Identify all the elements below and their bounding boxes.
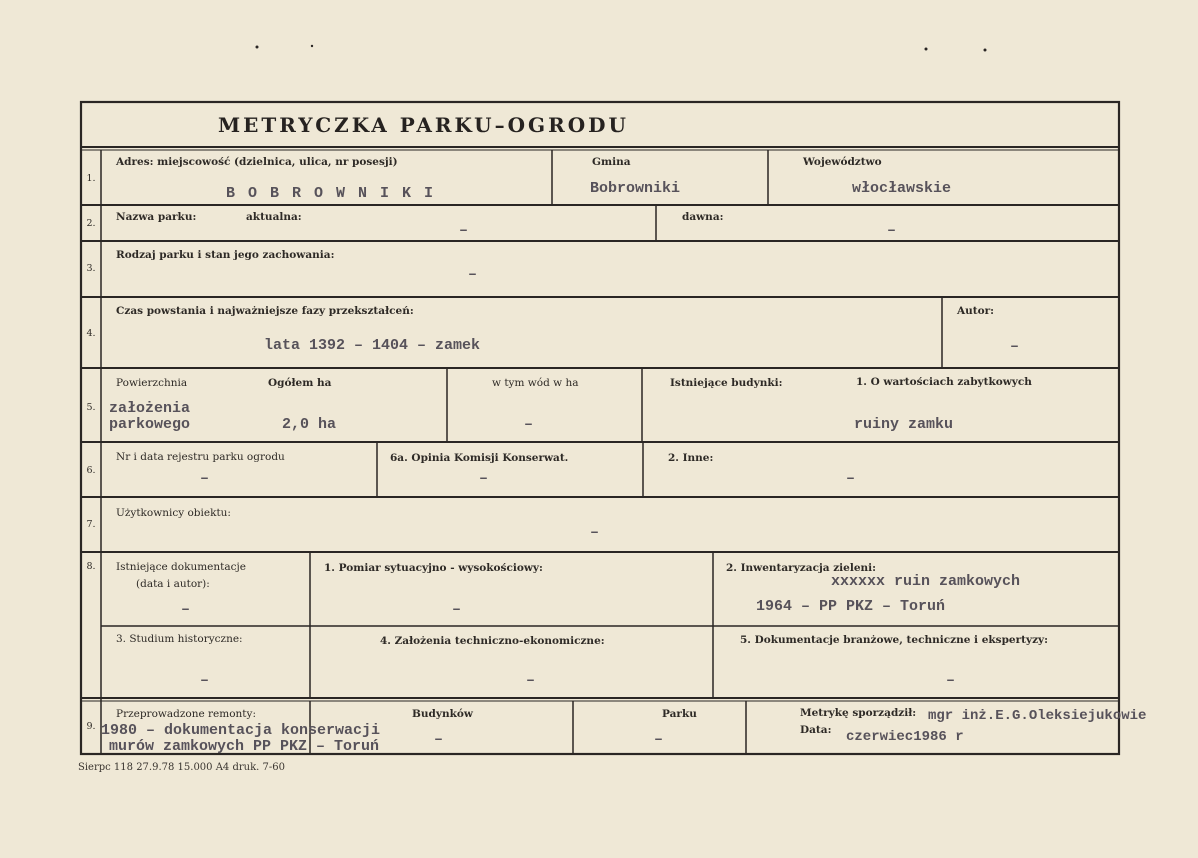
row-number: 6. bbox=[86, 465, 96, 476]
row-number: 1. bbox=[86, 173, 96, 184]
author-label: Autor: bbox=[957, 305, 995, 317]
current-name-label: aktualna: bbox=[246, 211, 302, 223]
row-number: 3. bbox=[86, 263, 96, 274]
conservation-opinion-value: – bbox=[479, 470, 489, 487]
greenery-inventory-value-2: 1964 – PP PKZ – Toruń bbox=[756, 598, 946, 615]
expert-docs-label: 5. Dokumentacje branżowe, techniczne i ekspertyzy: bbox=[740, 634, 1049, 646]
register-value: – bbox=[200, 470, 210, 487]
former-name-value: – bbox=[887, 222, 897, 239]
gmina-value: Bobrowniki bbox=[590, 180, 681, 197]
total-area-label: Ogółem ha bbox=[268, 377, 332, 389]
repairs-value-2: murów zamkowych PP PKZ – Toruń bbox=[109, 738, 380, 755]
users-label: Użytkownicy obiektu: bbox=[116, 507, 231, 519]
greenery-inventory-label: 2. Inwentaryzacja zieleni: bbox=[726, 562, 877, 574]
prepared-by-value: mgr inż.E.G.Oleksiejukowie bbox=[928, 708, 1147, 724]
park-type-value: – bbox=[468, 266, 478, 283]
former-name-label: dawna: bbox=[682, 211, 724, 223]
buildings-label: Istniejące budynki: bbox=[670, 377, 783, 389]
prepared-by-label: Metrykę sporządził: bbox=[800, 707, 917, 719]
gmina-label: Gmina bbox=[592, 156, 631, 168]
date-value: czerwiec1986 r bbox=[846, 729, 964, 745]
area-label: Powierzchnia bbox=[116, 377, 188, 389]
register-label: Nr i data rejestru parku ogrodu bbox=[116, 451, 285, 463]
park-repairs-label: Parku bbox=[662, 708, 697, 720]
heritage-value: ruiny zamku bbox=[854, 416, 954, 433]
area-value-line-2: parkowego bbox=[109, 416, 191, 433]
other-label: 2. Inne: bbox=[668, 452, 714, 464]
total-area-value: 2,0 ha bbox=[282, 416, 337, 433]
row-number: 5. bbox=[86, 402, 96, 413]
repairs-value-1: 1980 – dokumentacja konserwacji bbox=[101, 722, 381, 739]
form-title: METRYCZKA PARKU–OGRODU bbox=[218, 113, 629, 137]
docs-label-sub: (data i autor): bbox=[136, 578, 210, 590]
park-name-label: Nazwa parku: bbox=[116, 211, 197, 223]
author-value: – bbox=[1010, 338, 1020, 355]
expert-docs-value: – bbox=[946, 672, 956, 689]
water-area-label: w tym wód w ha bbox=[492, 377, 579, 389]
current-name-value: – bbox=[459, 222, 469, 239]
docs-label: Istniejące dokumentacje bbox=[116, 561, 246, 573]
heritage-value-label: 1. O wartościach zabytkowych bbox=[856, 376, 1032, 388]
row-number: 9. bbox=[86, 721, 96, 732]
address-label: Adres: miejscowość (dzielnica, ulica, nr posesji) bbox=[116, 156, 398, 168]
row-number: 4. bbox=[86, 328, 96, 339]
voivodeship-label: Województwo bbox=[803, 156, 882, 168]
address-value: B O B R O W N I K I bbox=[226, 185, 436, 202]
print-footer: Sierpc 118 27.9.78 15.000 A4 druk. 7-60 bbox=[78, 762, 285, 773]
park-type-label: Rodzaj parku i stan jego zachowania: bbox=[116, 249, 335, 261]
historical-study-value: – bbox=[200, 672, 210, 689]
history-phases-label: Czas powstania i najważniejsze fazy przekształceń: bbox=[116, 305, 414, 317]
survey-value: – bbox=[452, 601, 462, 618]
building-repairs-value: – bbox=[434, 731, 444, 748]
conservation-opinion-label: 6a. Opinia Komisji Konserwat. bbox=[390, 452, 569, 464]
survey-label: 1. Pomiar sytuacyjno - wysokościowy: bbox=[324, 562, 543, 574]
repairs-label: Przeprowadzone remonty: bbox=[116, 708, 256, 720]
row-number: 2. bbox=[86, 218, 96, 229]
other-value: – bbox=[846, 470, 856, 487]
row-number: 8. bbox=[86, 561, 96, 572]
date-label: Data: bbox=[800, 724, 832, 736]
park-repairs-value: – bbox=[654, 731, 664, 748]
users-value: – bbox=[590, 524, 600, 541]
docs-value: – bbox=[181, 601, 191, 618]
tech-econ-value: – bbox=[526, 672, 536, 689]
building-repairs-label: Budynków bbox=[412, 708, 473, 720]
tech-econ-label: 4. Założenia techniczno-ekonomiczne: bbox=[380, 635, 605, 647]
row-number: 7. bbox=[86, 519, 96, 530]
historical-study-label: 3. Studium historyczne: bbox=[116, 633, 243, 645]
water-area-value: – bbox=[524, 416, 534, 433]
voivodeship-value: włocławskie bbox=[852, 180, 952, 197]
greenery-inventory-value-1: xxxxxx ruin zamkowych bbox=[831, 573, 1021, 590]
area-value-line-1: założenia bbox=[109, 400, 191, 417]
history-phases-value: lata 1392 – 1404 – zamek bbox=[264, 337, 481, 354]
